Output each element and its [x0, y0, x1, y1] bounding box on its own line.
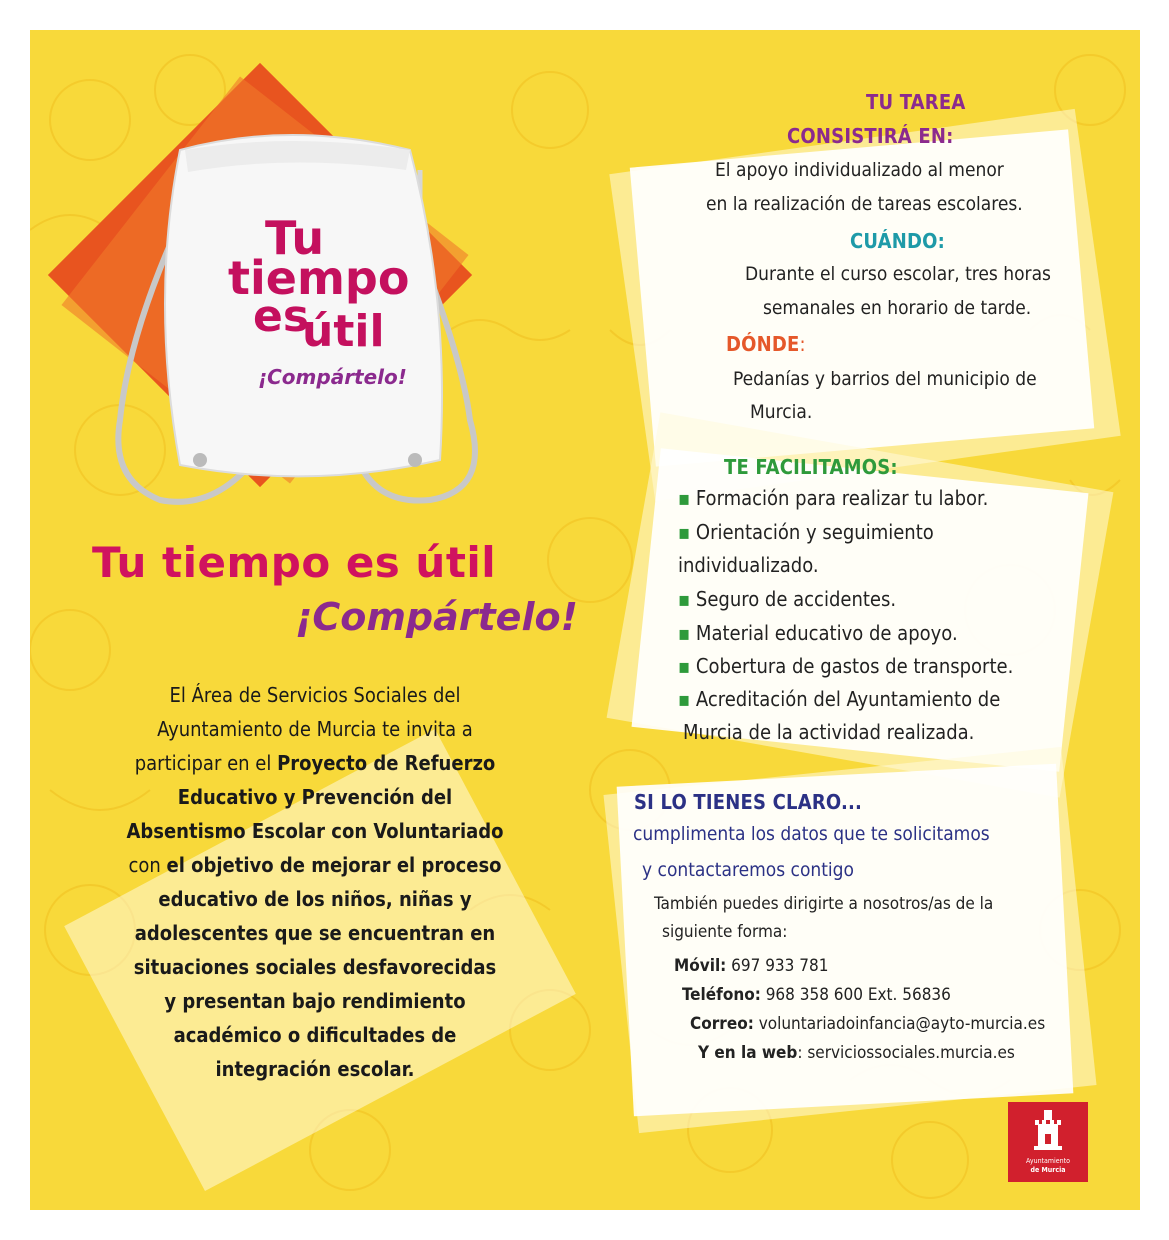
donde-heading-text: DÓNDE: [726, 332, 800, 356]
correo-label: Correo:: [690, 1014, 754, 1034]
facilitamos-item5-text: Cobertura de gastos de transporte.: [695, 654, 1014, 678]
telefono-label: Teléfono:: [682, 985, 761, 1005]
bullet-icon: ▪: [678, 587, 691, 611]
bag-logo-line1: Tu: [265, 211, 325, 265]
bullet-icon: ▪: [678, 654, 691, 678]
intro-paragraph: [125, 678, 505, 1086]
correo-link[interactable]: voluntariadoinfancia@ayto-murcia.es: [758, 1014, 1046, 1034]
bullet-icon: ▪: [678, 687, 691, 711]
bag-logo-line2: tiempo: [228, 251, 410, 305]
intro-text-plain-2: con: [128, 853, 161, 877]
tarea-heading-line1: TU TAREA: [866, 90, 966, 114]
facilitamos-item2: [678, 516, 934, 549]
facilitamos-item3-text: Seguro de accidentes.: [695, 587, 897, 611]
facilitamos-item3: [678, 583, 896, 616]
telefono-value[interactable]: 968 358 600 Ext. 56836: [765, 985, 951, 1005]
movil-value[interactable]: 697 933 781: [731, 956, 829, 976]
intro-project-name: Proyecto de Refuerzo Educativo y Prevención del Absentismo Escolar con Voluntariado: [126, 751, 504, 843]
claro-line4: siguiente forma:: [662, 922, 788, 942]
intro-objective: el objetivo de mejorar el proceso educativo de los niños, niñas y adolescentes que se encuentran en situaciones sociales desfavorecidas y presentan bajo rendimiento académico o dificultades de integración escolar.: [133, 853, 502, 1081]
cuando-line2: semanales en horario de tarde.: [763, 297, 1032, 319]
facilitamos-item1: [678, 482, 988, 515]
contact-movil: [674, 956, 828, 976]
donde-heading-colon: :: [799, 332, 806, 356]
cuando-heading: CUÁNDO:: [850, 229, 946, 253]
bullet-icon: ▪: [678, 486, 691, 510]
tarea-line2: en la realización de tareas escolares.: [706, 193, 1023, 215]
bullet-icon: ▪: [678, 621, 691, 645]
ayuntamiento-logo: [1008, 1102, 1088, 1182]
movil-label: Móvil:: [674, 956, 727, 976]
logo-line2: de Murcia: [1030, 1166, 1066, 1174]
claro-heading: SI LO TIENES CLARO...: [634, 790, 863, 814]
claro-line1: cumplimenta los datos que te solicitamos: [633, 823, 990, 845]
donde-line2: Murcia.: [750, 401, 813, 423]
web-label: Y en la web: [698, 1043, 798, 1063]
donde-heading: [726, 332, 806, 356]
cuando-line1: Durante el curso escolar, tres horas: [745, 263, 1051, 285]
slogan-line1: Tu tiempo es útil: [92, 538, 497, 587]
logo-line1: Ayuntamiento: [1026, 1157, 1070, 1165]
bag-logo-tagline: ¡Compártelo!: [258, 365, 407, 389]
facilitamos-heading: TE FACILITAMOS:: [724, 455, 898, 479]
castle-icon: [1008, 1102, 1088, 1158]
facilitamos-item2-cont: individualizado.: [678, 553, 819, 577]
web-link[interactable]: : serviciossociales.murcia.es: [797, 1043, 1015, 1063]
slogan-line2: ¡Compártelo!: [295, 595, 578, 639]
poster-panel: [30, 30, 1140, 1210]
facilitamos-item6-cont: Murcia de la actividad realizada.: [683, 720, 975, 744]
intro-text-plain-1: El Área de Servicios Sociales del Ayuntamiento de Murcia te invita a participar en el: [134, 683, 473, 775]
claro-line2: y contactaremos contigo: [642, 859, 854, 881]
claro-line3: También puedes dirigirte a nosotros/as de la: [654, 894, 994, 914]
donde-line1: Pedanías y barrios del municipio de: [733, 368, 1037, 390]
facilitamos-item5: [678, 650, 1013, 683]
tarea-heading-line2: CONSISTIRÁ EN:: [787, 124, 954, 148]
facilitamos-item6: [678, 683, 1000, 716]
facilitamos-item6-text: Acreditación del Ayuntamiento de: [695, 687, 1001, 711]
contact-telefono: [682, 985, 951, 1005]
facilitamos-item1-text: Formación para realizar tu labor.: [695, 486, 989, 510]
facilitamos-item4: [678, 617, 958, 650]
bullet-icon: ▪: [678, 520, 691, 544]
facilitamos-item4-text: Material educativo de apoyo.: [695, 621, 958, 645]
tarea-line1: El apoyo individualizado al menor: [715, 159, 1004, 181]
bag-logo-line3b: útil: [302, 306, 385, 357]
contact-correo: [690, 1014, 1045, 1034]
contact-web: [698, 1043, 1015, 1063]
bag-logo-line3a: es: [253, 291, 310, 342]
facilitamos-item2-text: Orientación y seguimiento: [695, 520, 934, 544]
